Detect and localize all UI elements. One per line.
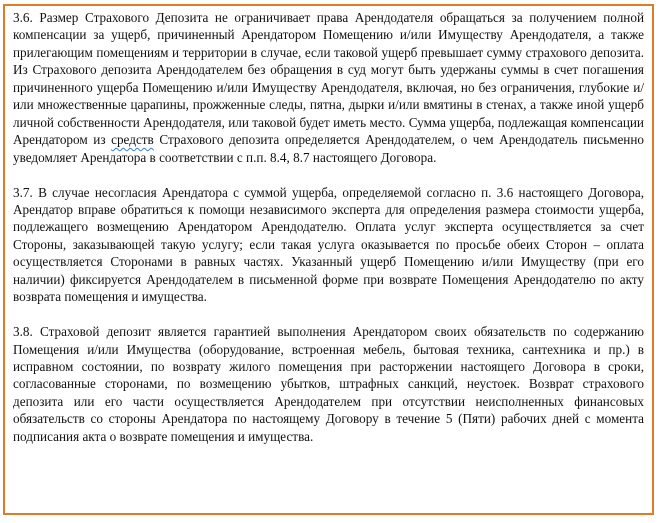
paragraph-3-8: 3.8. Страховой депозит является гарантией выполнения Арендатором своих обязательств по содержанию Помещения и/или Имущества (оборудование, встроенная мебель, бытовая техника, сантехника и пр.) в исправном состоянии, по возврату жилого помещения при расторжении настоящего Договора в сроки, согласованные сторонами, по возмещению убытков, штрафных санкций, неустоек. Возврат страхового депозита или его части осуществляется Арендодателем при отсутствии неисполненных финансовых обязательств со стороны Арендатора по настоящему Договору в течение 5 (Пяти) рабочих дней с момента подписания акта о возврате помещения и имущества.: [13, 324, 644, 444]
paragraph-3-7: 3.7. В случае несогласия Арендатора с суммой ущерба, определяемой согласно п. 3.6 настоящего Договора, Арендатор вправе обратиться к помощи независимого эксперта для определения размера стоимости ущерба, подлежащего возмещению Арендатором Арендодателю. Оплата услуг эксперта осуществляется за счет Стороны, заказывающей такую услугу; если такая услуга оказывается по просьбе обеих Сторон – оплата осуществляется Сторонами в равных частях. Указанный ущерб Помещению и/или Имуществу (при его наличии) фиксируется Арендодателем в письменной форме при возврате Помещения Арендодателю по акту возврата помещения и имущества.: [13, 184, 644, 305]
paragraph-3-6: [13, 9, 644, 166]
spellcheck-marked-word: средств: [111, 132, 154, 148]
paragraph-3-6-text-a: 3.6. Размер Страхового Депозита не ограничивает права Арендодателя обращаться за получением полной компенсации за ущерб, причиненный Арендатором Помещению и/или Имуществу Арендодателя, а также прилегающим помещениям и территории в случае, если таковой ущерб превышает сумму страхового депозита. Из Страхового депозита Арендодателем без обращения в суд могут быть удержаны суммы в счет погашения причиненного ущерба Помещению и/или Имуществу Арендодателя, включая, но без ограничения, глубокие и/или множественные царапины, прожженные следы, пятна, дырки и/или вмятины в стенах, а также иной ущерб личной собственности Арендодателя, или таковой будет иметь место. Сумма ущерба, подлежащая компенсации Арендатором из: [13, 10, 644, 148]
paragraph-3-6-text-b: Страхового депозита определяется Арендодателем, о чем Арендодатель письменно уведомляет Арендатора в соответствии с п.п. 8.4, 8.7 настоящего Договора.: [13, 132, 645, 165]
document-frame: [3, 4, 654, 515]
